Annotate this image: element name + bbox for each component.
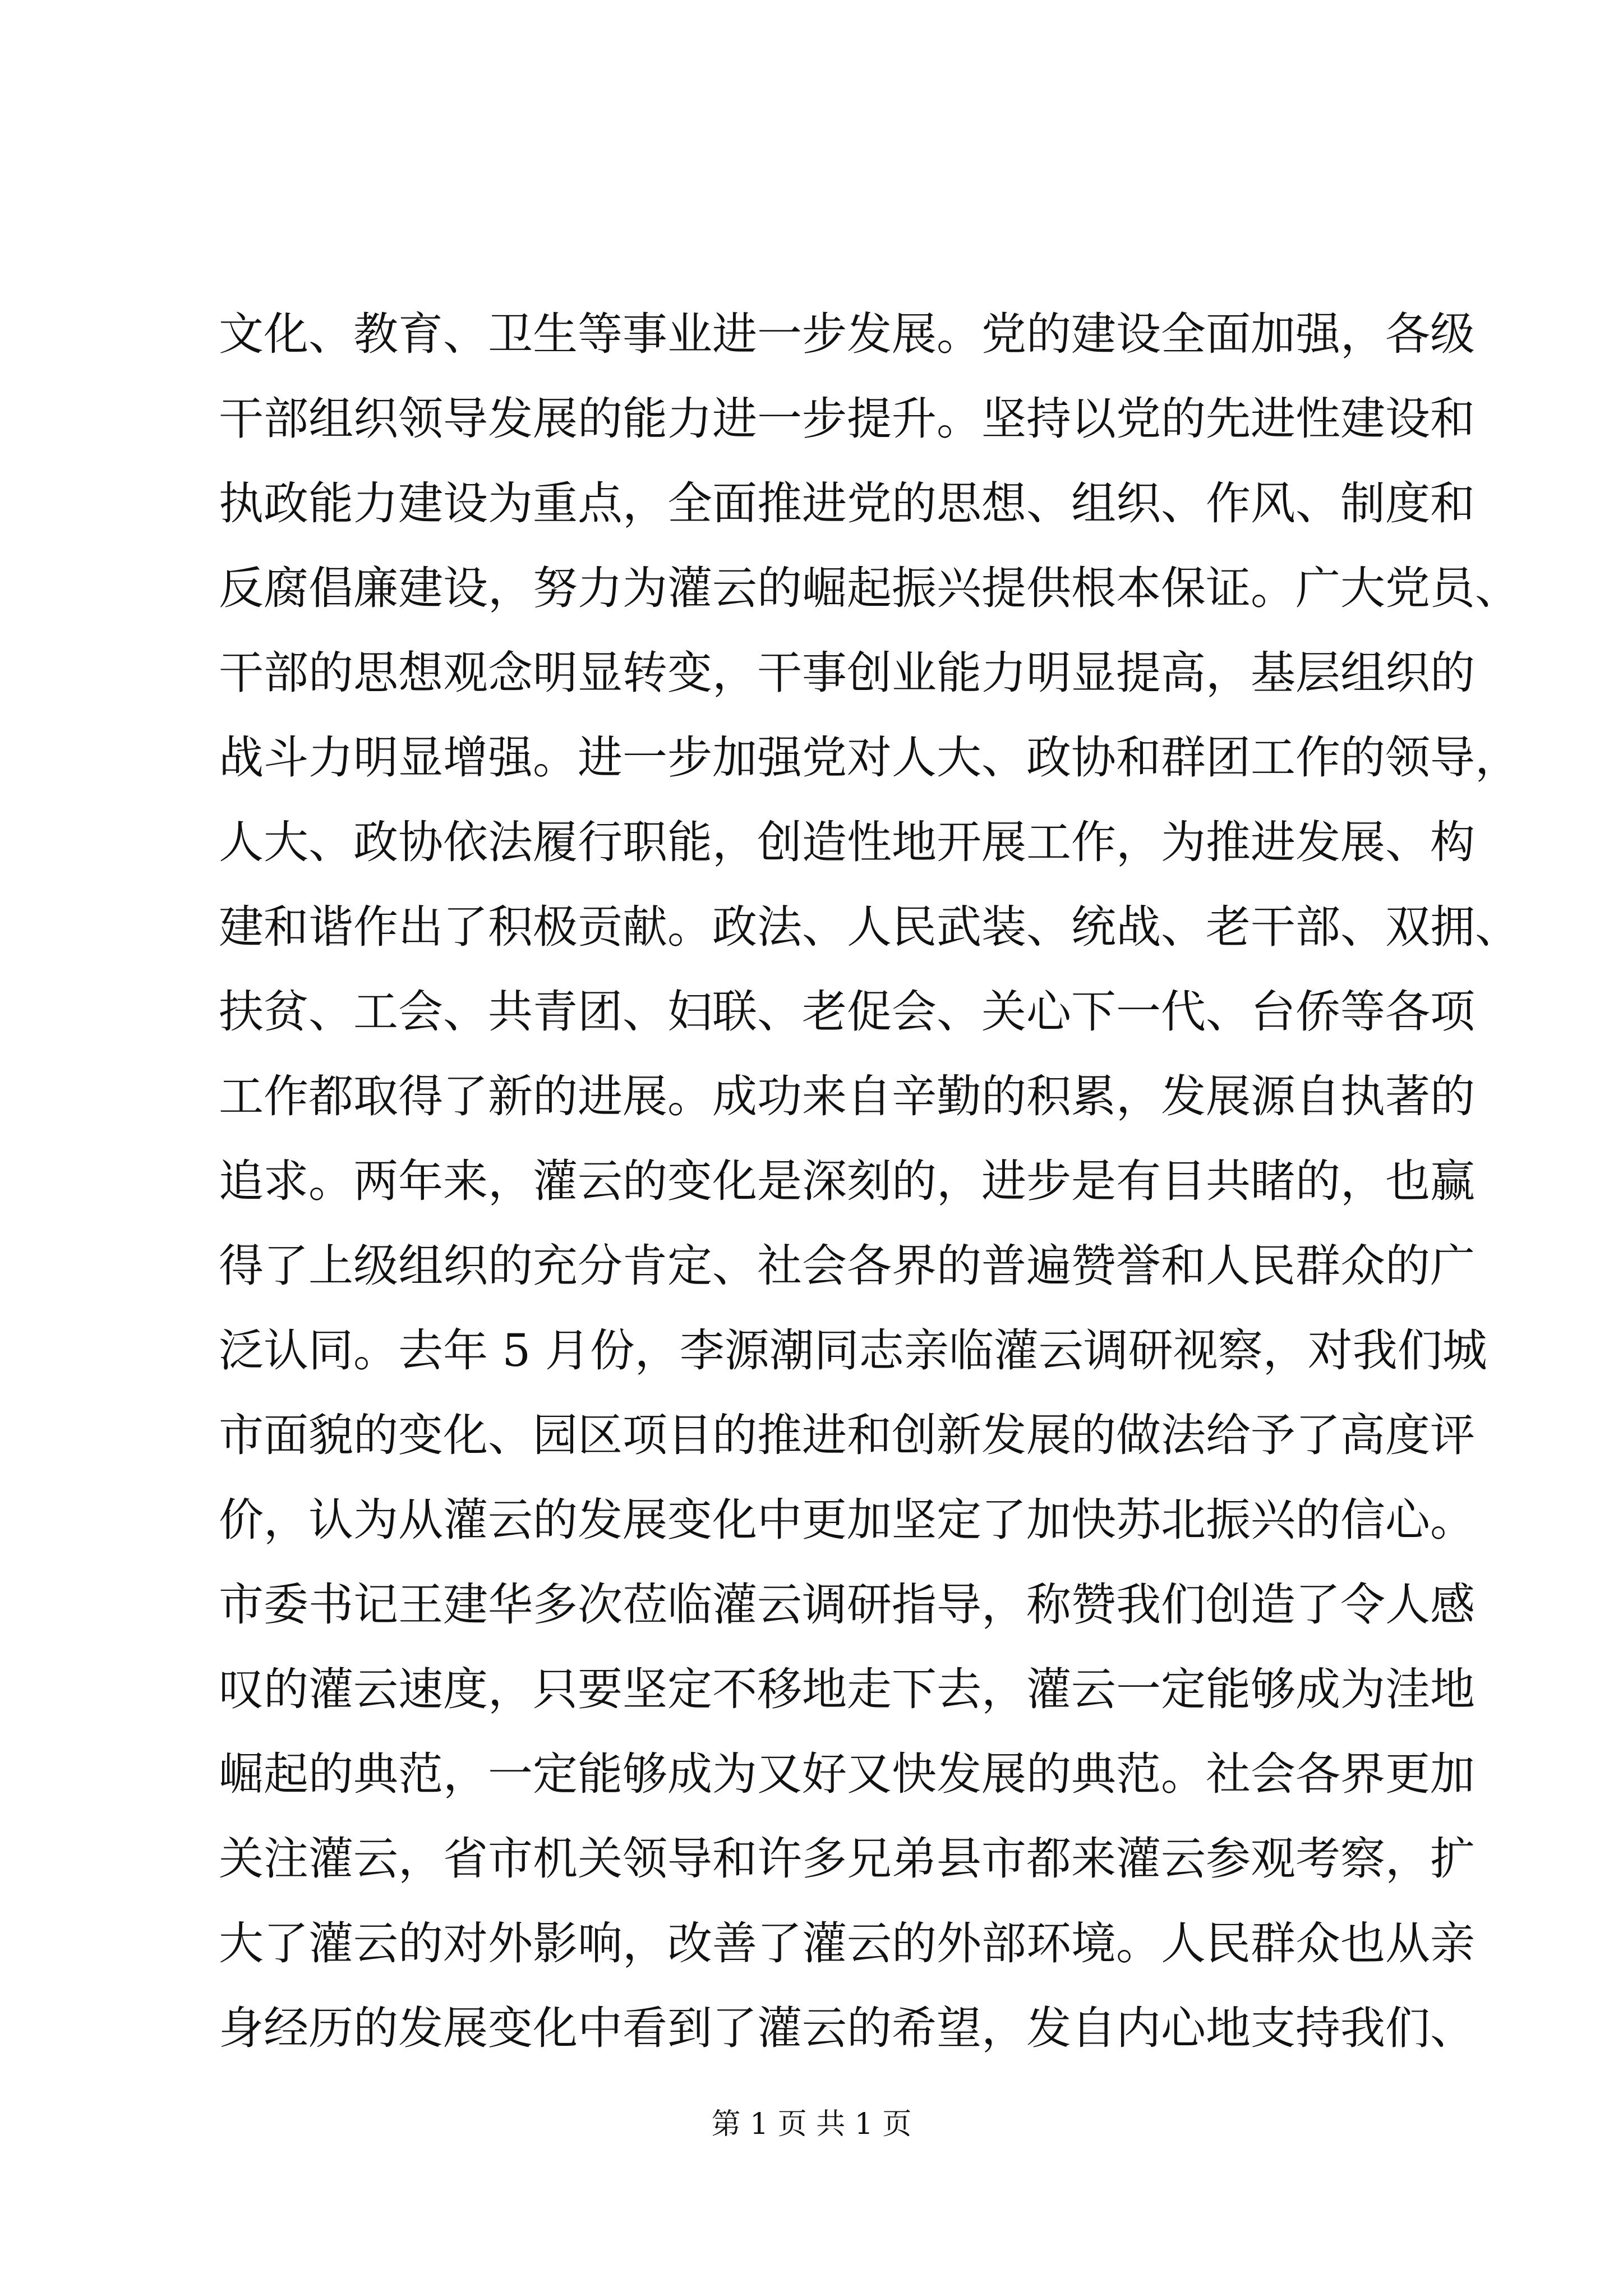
text-line-17: 叹的灌云速度，只要坚定不移地走下去，灌云一定能够成为洼地: [219, 1663, 1475, 1715]
body-text: [219, 292, 1520, 2070]
text-line-19: 关注灌云，省市机关领导和许多兄弟县市都来灌云参观考察，扩: [219, 1833, 1475, 1885]
text-line-5: 干部的思想观念明显转变，干事创业能力明显提高，基层组织的: [219, 647, 1475, 699]
page-footer: [0, 2106, 1623, 2142]
text-line-16: 市委书记王建华多次莅临灌云调研指导，称赞我们创造了令人感: [219, 1579, 1475, 1631]
text-line-14: 市面貌的变化、园区项目的推进和创新发展的做法给予了高度评: [219, 1409, 1475, 1461]
text-line-2: 干部组织领导发展的能力进一步提升。坚持以党的先进性建设和: [219, 393, 1475, 445]
text-line-1: 文化、教育、卫生等事业进一步发展。党的建设全面加强，各级: [219, 308, 1475, 360]
text-line-11: 追求。两年来，灌云的变化是深刻的，进步是有目共睹的，也赢: [219, 1155, 1475, 1207]
text-line-20: 大了灌云的对外影响，改善了灌云的外部环境。人民群众也从亲: [219, 1917, 1475, 1970]
text-line-9: 扶贫、工会、共青团、妇联、老促会、关心下一代、台侨等各项: [219, 986, 1475, 1038]
text-line-8: 建和谐作出了积极贡献。政法、人民武装、统战、老干部、双拥、: [219, 901, 1520, 953]
text-line-13: 泛认同。去年 5 月份，李源潮同志亲临灌云调研视察，对我们城: [219, 1324, 1487, 1377]
text-line-12: 得了上级组织的充分肯定、社会各界的普遍赞誉和人民群众的广: [219, 1240, 1475, 1292]
page-number-label: 第 1 页 共 1 页: [711, 2108, 912, 2141]
text-line-10: 工作都取得了新的进展。成功来自辛勤的积累，发展源自执著的: [219, 1070, 1475, 1122]
text-line-7: 人大、政协依法履行职能，创造性地开展工作，为推进发展、构: [219, 816, 1475, 868]
text-line-15: 价，认为从灌云的发展变化中更加坚定了加快苏北振兴的信心。: [219, 1494, 1475, 1546]
text-line-6: 战斗力明显增强。进一步加强党对人大、政协和群团工作的领导，: [219, 731, 1520, 784]
text-line-21: 身经历的发展变化中看到了灌云的希望，发自内心地支持我们、: [219, 2002, 1475, 2054]
text-line-3: 执政能力建设为重点，全面推进党的思想、组织、作风、制度和: [219, 477, 1475, 530]
text-line-4: 反腐倡廉建设，努力为灌云的崛起振兴提供根本保证。广大党员、: [219, 562, 1520, 614]
text-line-18: 崛起的典范，一定能够成为又好又快发展的典范。社会各界更加: [219, 1748, 1475, 1800]
